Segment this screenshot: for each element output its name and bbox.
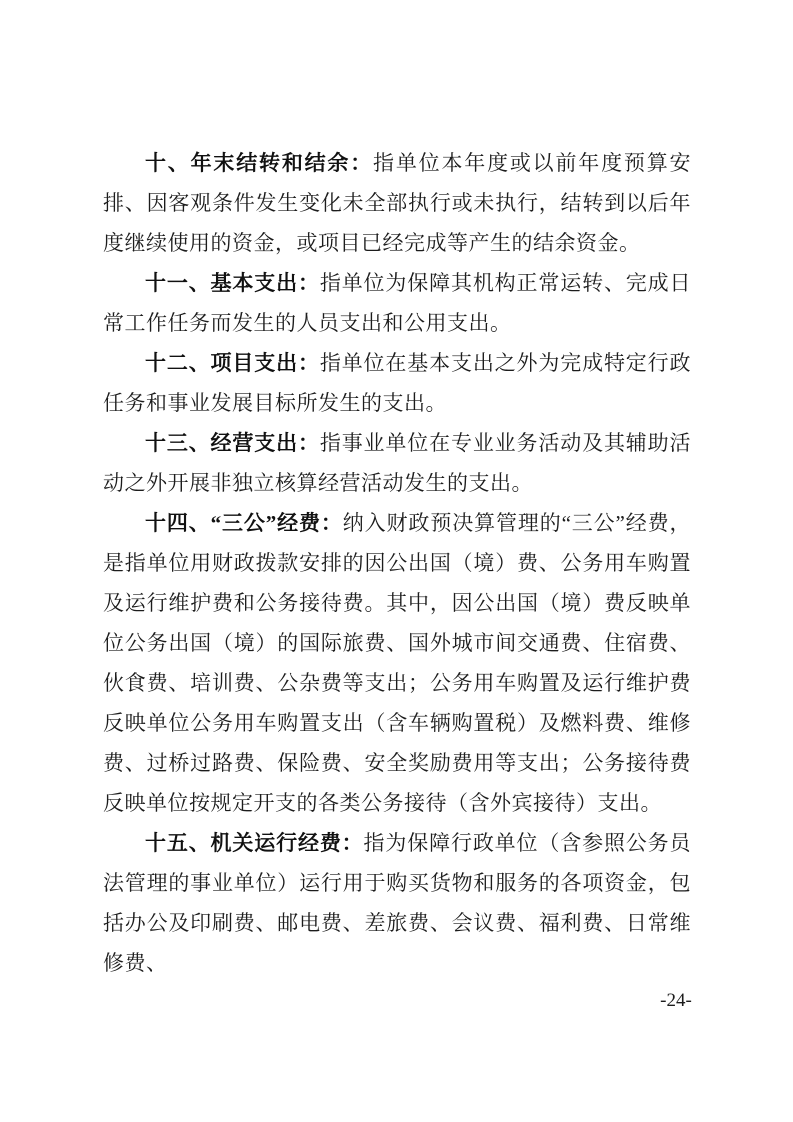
definition-paragraph-14: [103, 503, 691, 823]
definition-term-10: 十、年末结转和结余：: [145, 151, 374, 175]
definition-body-13: 指事业单位在专业业务活动及其辅助活动之外开展非独立核算经营活动发生的支出。: [103, 431, 692, 495]
page-number: -24-: [660, 990, 692, 1011]
definition-body-10: 指单位本年度或以前年度预算安排、因客观条件发生变化未全部执行或未执行，结转到以后年度继续使用的资金，或项目已经完成等产生的结余资金。: [103, 151, 692, 255]
definition-paragraph-12: [103, 343, 691, 423]
definition-paragraph-11: [103, 263, 691, 343]
definition-term-15: 十五、机关运行经费：: [145, 831, 364, 855]
definition-term-13: 十三、经营支出：: [145, 431, 320, 455]
glossary-text-block: [103, 143, 691, 983]
definition-paragraph-15: [103, 823, 691, 983]
definition-term-14: 十四、“三公”经费：: [145, 511, 343, 535]
definition-term-11: 十一、基本支出：: [145, 271, 320, 295]
definition-body-14: 纳入财政预决算管理的“三公”经费，是指单位用财政拨款安排的因公出国（境）费、公务用车购置及运行维护费和公务接待费。其中，因公出国（境）费反映单位公务出国（境）的国际旅费、国外城市间交通费、住宿费、伙食费、培训费、公杂费等支出；公务用车购置及运行维护费反映单位公务用车购置支出（含车辆购置税）及燃料费、维修费、过桥过路费、保险费、安全奖励费用等支出；公务接待费反映单位按规定开支的各类公务接待（含外宾接待）支出。: [103, 511, 692, 815]
definition-paragraph-13: [103, 423, 691, 503]
definition-body-11: 指单位为保障其机构正常运转、完成日常工作任务而发生的人员支出和公用支出。: [103, 271, 692, 335]
definition-body-15: 指为保障行政单位（含参照公务员法管理的事业单位）运行用于购买货物和服务的各项资金，包括办公及印刷费、邮电费、差旅费、会议费、福利费、日常维修费、: [103, 831, 692, 975]
definition-term-12: 十二、项目支出：: [145, 351, 320, 375]
definition-paragraph-10: [103, 143, 691, 263]
definition-body-12: 指单位在基本支出之外为完成特定行政任务和事业发展目标所发生的支出。: [103, 351, 692, 415]
